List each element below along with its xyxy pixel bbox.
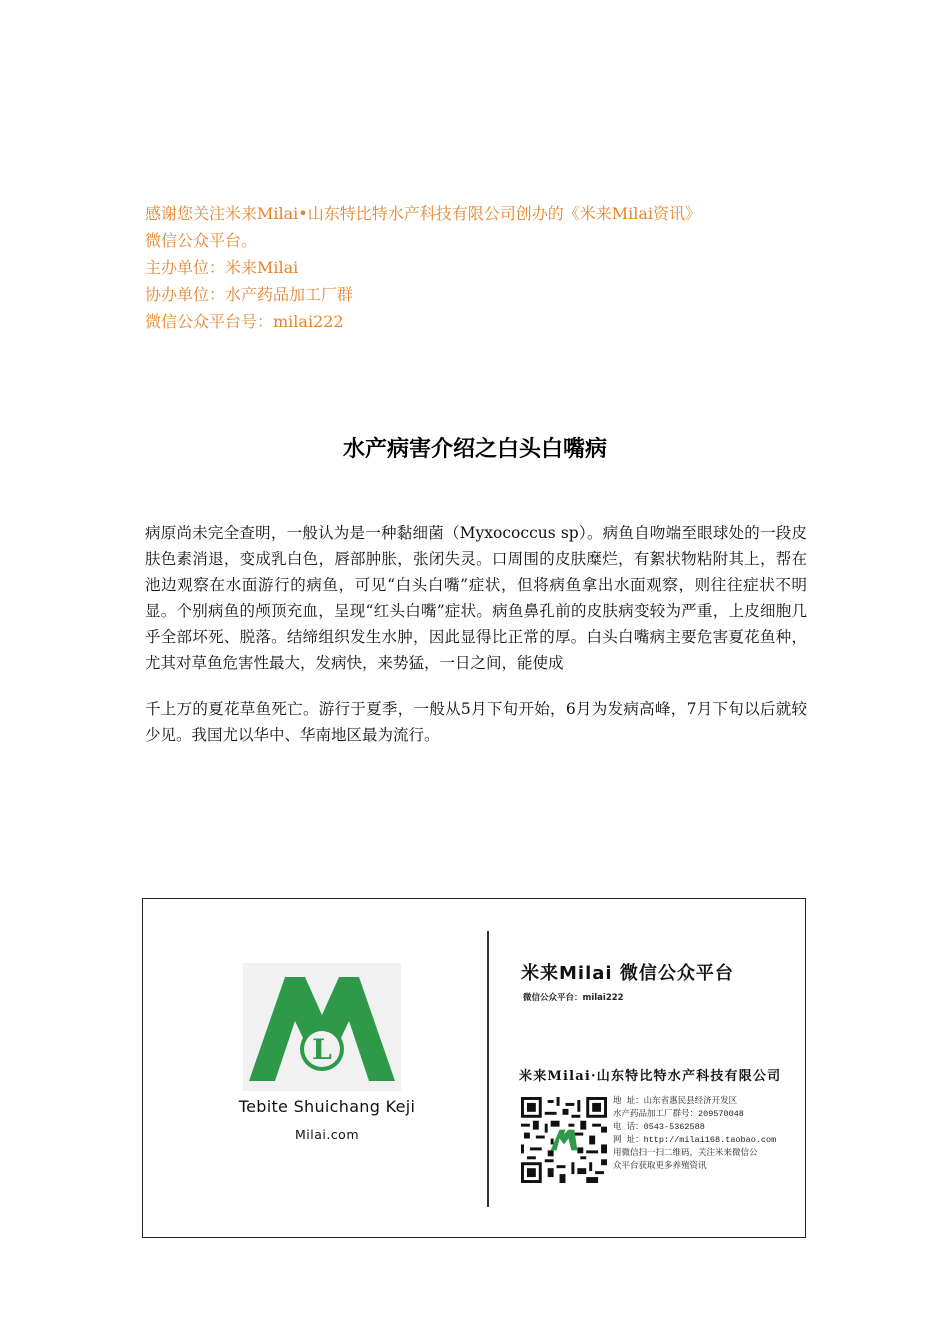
brand-url: Milai.com: [294, 1127, 360, 1142]
detail-website: 网 址：http://milai168.taobao.com: [613, 1135, 777, 1145]
wechat-platform-title: 米来Milai 微信公众平台: [521, 963, 734, 984]
detail-group: 水产药品加工厂群号：209570048: [613, 1109, 744, 1119]
card-divider: [487, 931, 489, 1207]
detail-scan-2: 众平台获取更多养殖资讯: [613, 1161, 707, 1171]
business-card: [142, 898, 806, 1238]
host-line: 主办单位：米来Milai: [145, 258, 299, 277]
detail-phone: 电 话：0543-5362588: [613, 1122, 705, 1132]
milai-logo: [243, 963, 401, 1091]
wechat-id-line: 微信公众平台号：milai222: [145, 312, 344, 331]
logo-m-icon: [243, 963, 401, 1091]
company-name: 米来Milai·山东特比特水产科技有限公司: [519, 1069, 782, 1084]
intro-line-1: 感谢您关注米来Milai•山东特比特水产科技有限公司创办的《米来Milai资讯》: [145, 204, 701, 223]
intro-block: [145, 200, 815, 335]
wechat-platform-id: 微信公众平台：milai222: [523, 993, 624, 1003]
contact-details: [613, 1095, 803, 1173]
article-paragraph-1: 病原尚未完全查明，一般认为是一种黏细菌（Myxococcus sp）。病鱼自吻端至眼球处的一段皮肤色素消退，变成乳白色，唇部肿胀，张闭失灵。口周围的皮肤糜烂，有絮状物粘附其上，帮在池边观察在水面游行的病鱼，可见“白头白嘴”症状，但将病鱼拿出水面观察，则往往症状不明显。个别病鱼的颅顶充血，呈现“红头白嘴”症状。病鱼鼻孔前的皮肤病变较为严重，上皮细胞几乎全部坏死、脱落。结缔组织发生水肿，因此显得比正常的厚。白头白嘴病主要危害夏花鱼种，尤其对草鱼危害性最大，发病快，来势猛，一日之间，能使成: [145, 524, 807, 672]
detail-scan-1: 用微信扫一扫二维码，关注米来微信公: [613, 1148, 758, 1158]
co-host-line: 协办单位：水产药品加工厂群: [145, 285, 354, 304]
qr-code-icon: [521, 1097, 607, 1183]
brand-english-name: Tebite Shuichang Keji: [238, 1097, 416, 1116]
detail-address: 地 址：山东省惠民县经济开发区: [613, 1096, 738, 1106]
logo-letter: L: [312, 1033, 332, 1066]
article-paragraph-2: 千上万的夏花草鱼死亡。游行于夏季，一般从5月下旬开始，6月为发病高峰，7月下旬以后就较少见。我国尤以华中、华南地区最为流行。: [145, 700, 807, 744]
article-title: 水产病害介绍之白头白嘴病: [342, 437, 607, 462]
intro-line-2: 微信公众平台。: [145, 231, 258, 250]
